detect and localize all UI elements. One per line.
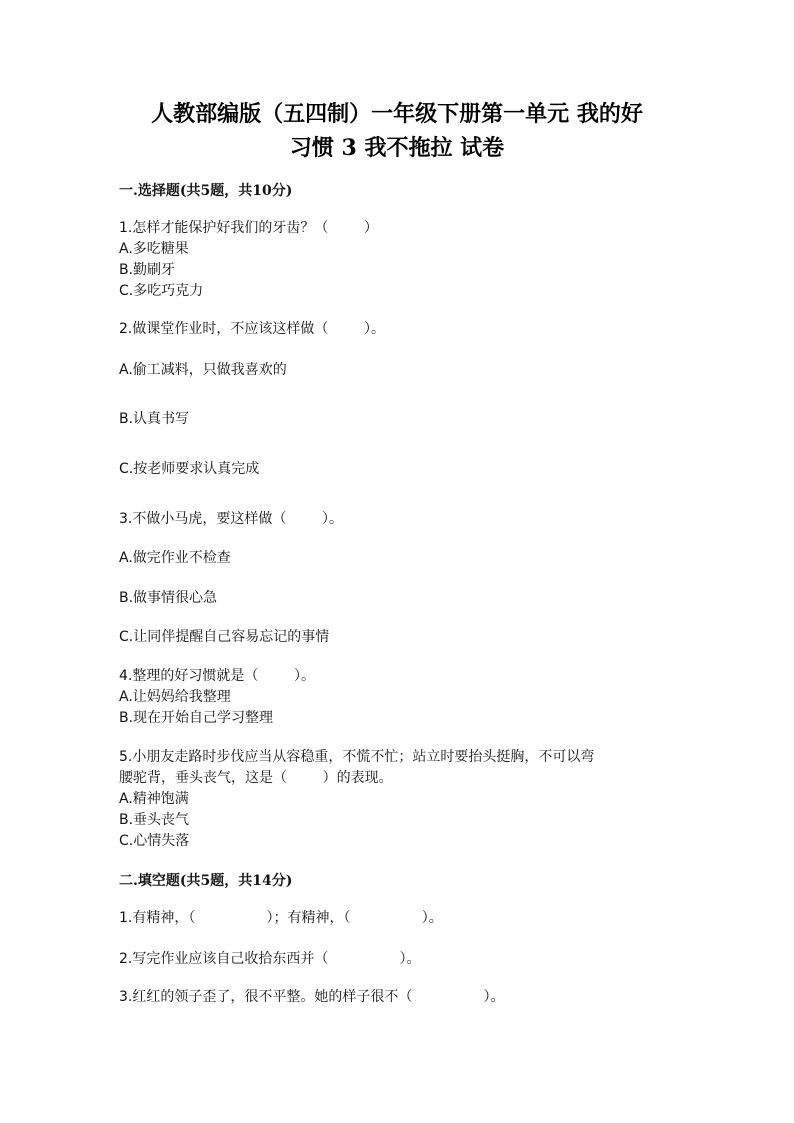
- question-3-option-b: B.做事情很心急: [119, 590, 218, 606]
- exam-title-line2: 习惯 3 我不拖拉 试卷: [289, 135, 505, 161]
- question-5-option-c: C.心情失落: [119, 833, 190, 849]
- section-heading-choice: 一.选择题(共5题，共10分): [119, 183, 293, 199]
- section-heading-fill-blank: 二.填空题(共5题，共14分): [119, 873, 293, 889]
- question-1-option-b: B.勤刷牙: [119, 262, 176, 278]
- fill-question-3: 3.红红的领子歪了，很不平整。她的样子很不（ ）。: [119, 989, 505, 1005]
- question-5-stem-line2: 腰驼背，垂头丧气，这是（ ）的表现。: [119, 770, 393, 786]
- question-1-stem: 1.怎样才能保护好我们的牙齿？（ ）: [119, 220, 378, 236]
- question-1-option-a: A.多吃糖果: [119, 241, 189, 257]
- question-4-option-b: B.现在开始自己学习整理: [119, 710, 274, 726]
- question-5-option-a: A.精神饱满: [119, 791, 189, 807]
- question-3-option-c: C.让同伴提醒自己容易忘记的事情: [119, 629, 330, 645]
- fill-question-2: 2.写完作业应该自己收拾东西并（ ）。: [119, 951, 421, 967]
- question-2-option-c: C.按老师要求认真完成: [119, 461, 260, 477]
- question-1-option-c: C.多吃巧克力: [119, 283, 204, 299]
- fill-question-1: 1.有精神，（ ）；有精神，（ ）。: [119, 910, 443, 926]
- question-3-stem: 3.不做小马虎，要这样做（ ）。: [119, 511, 343, 527]
- question-4-option-a: A.让妈妈给我整理: [119, 689, 231, 705]
- question-4-stem: 4.整理的好习惯就是（ ）。: [119, 668, 315, 684]
- question-2-option-b: B.认真书写: [119, 411, 190, 427]
- question-5-stem-line1: 5.小朋友走路时步伐应当从容稳重，不慌不忙；站立时要抬头挺胸，不可以弯: [119, 749, 595, 765]
- question-2-stem: 2.做课堂作业时，不应该这样做（ ）。: [119, 321, 385, 337]
- exam-title-line1: 人教部编版（五四制）一年级下册第一单元 我的好: [151, 101, 643, 127]
- question-3-option-a: A.做完作业不检查: [119, 550, 231, 566]
- question-2-option-a: A.偷工减料，只做我喜欢的: [119, 362, 287, 378]
- question-5-option-b: B.垂头丧气: [119, 812, 190, 828]
